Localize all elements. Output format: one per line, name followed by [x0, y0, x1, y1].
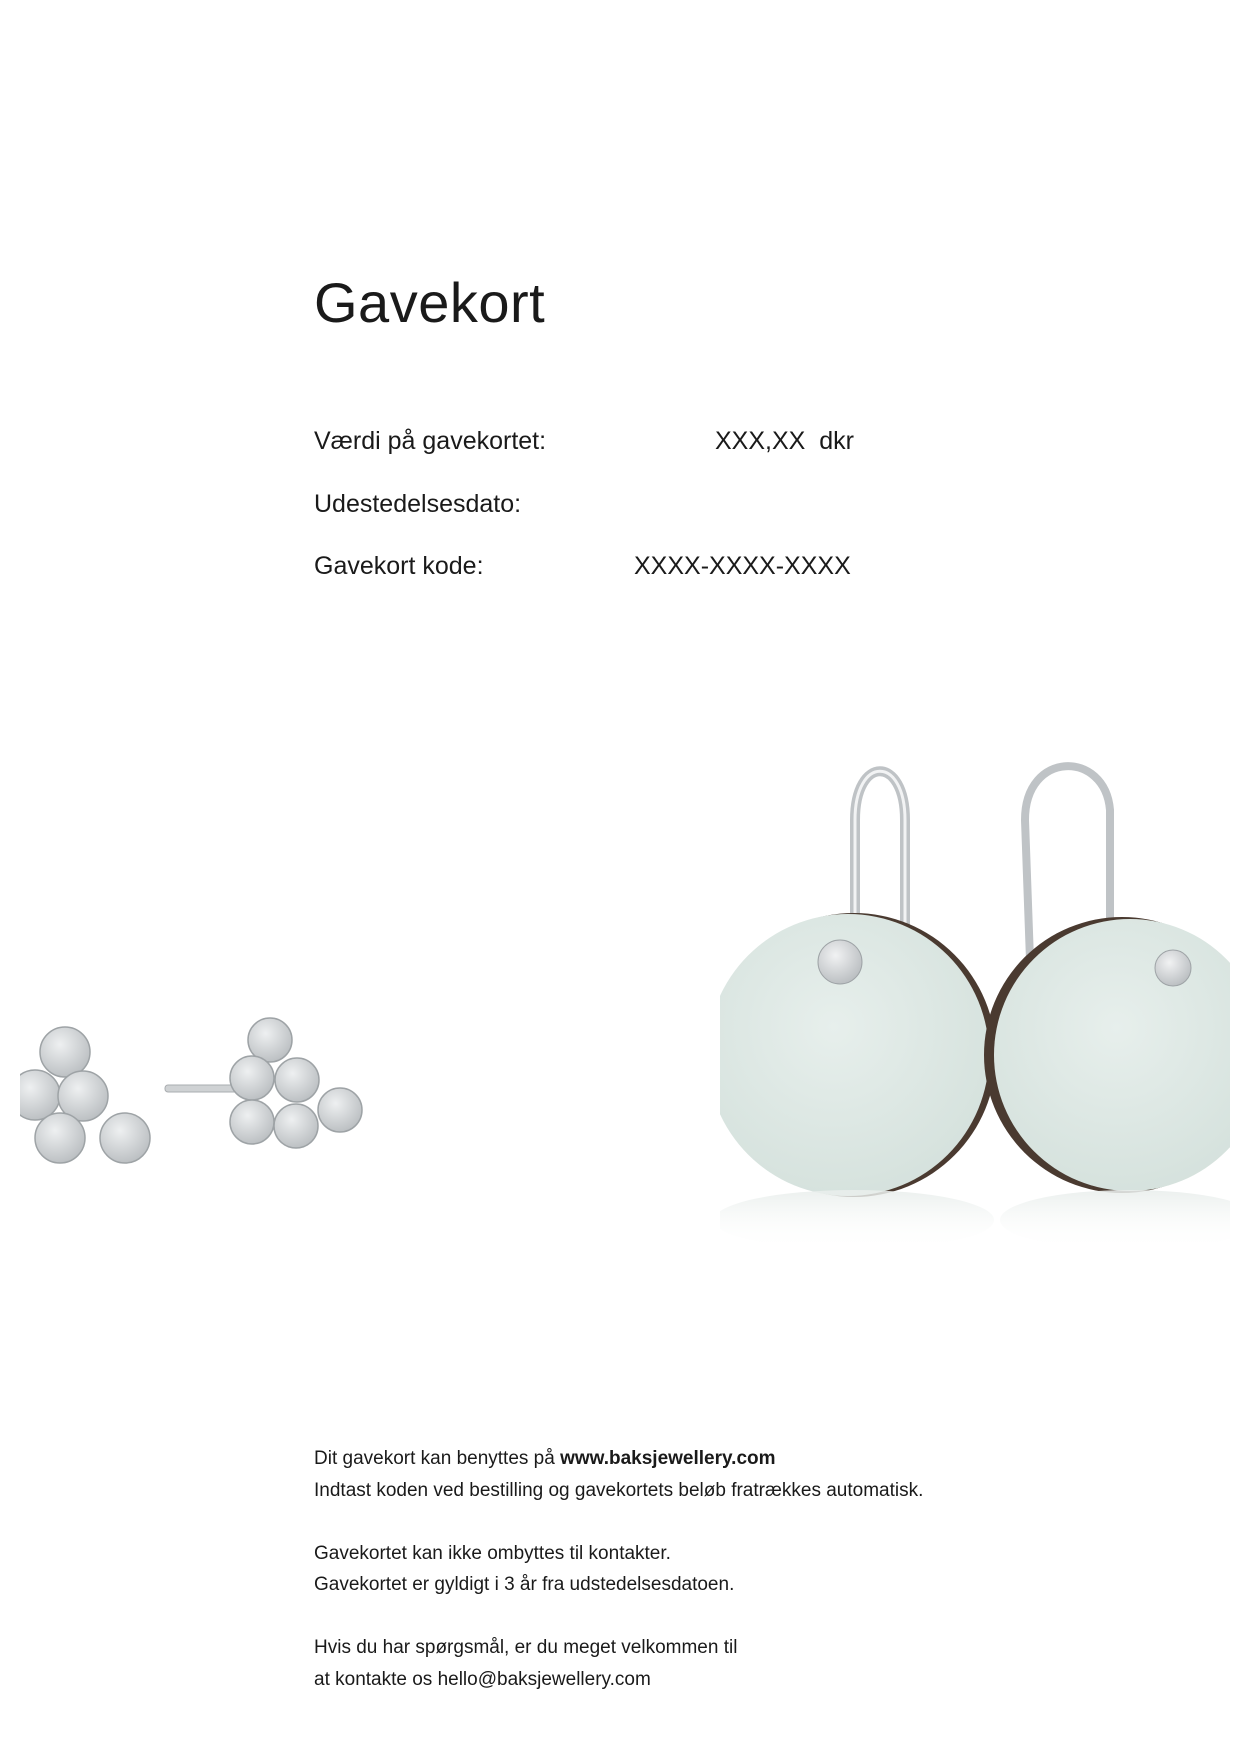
footer-line-exchange: Gavekortet kan ikke ombyttes til kontakter. — [314, 1542, 671, 1564]
footer-line-contact: at kontakte os hello@baksjewellery.com — [314, 1668, 651, 1690]
website-link[interactable]: www.baksjewellery.com — [560, 1448, 776, 1469]
gift-code: XXXX-XXXX-XXXX — [634, 552, 851, 580]
footer-usage-text: Dit gavekort kan benyttes på — [314, 1448, 561, 1469]
footer-info — [314, 1443, 1134, 1695]
drop-earrings-image — [720, 750, 1230, 1300]
date-label: Udestedelsesdato: — [314, 490, 522, 518]
footer-line-questions: Hvis du har spørgsmål, er du meget velkommen til — [314, 1637, 738, 1658]
footer-line-instructions: Indtast koden ved bestilling og gavekortets beløb fratrækkes automatisk. — [314, 1479, 924, 1501]
value-label: Værdi på gavekortet: — [314, 427, 547, 455]
footer-line-usage — [314, 1443, 1134, 1475]
code-label: Gavekort kode: — [314, 552, 484, 580]
footer-line-validity: Gavekortet er gyldigt i 3 år fra udstedelsesdatoen. — [314, 1574, 735, 1595]
page-title: Gavekort — [314, 271, 546, 334]
value-amount: XXX,XX dkr — [715, 427, 854, 455]
stud-earrings-image — [20, 1000, 380, 1200]
